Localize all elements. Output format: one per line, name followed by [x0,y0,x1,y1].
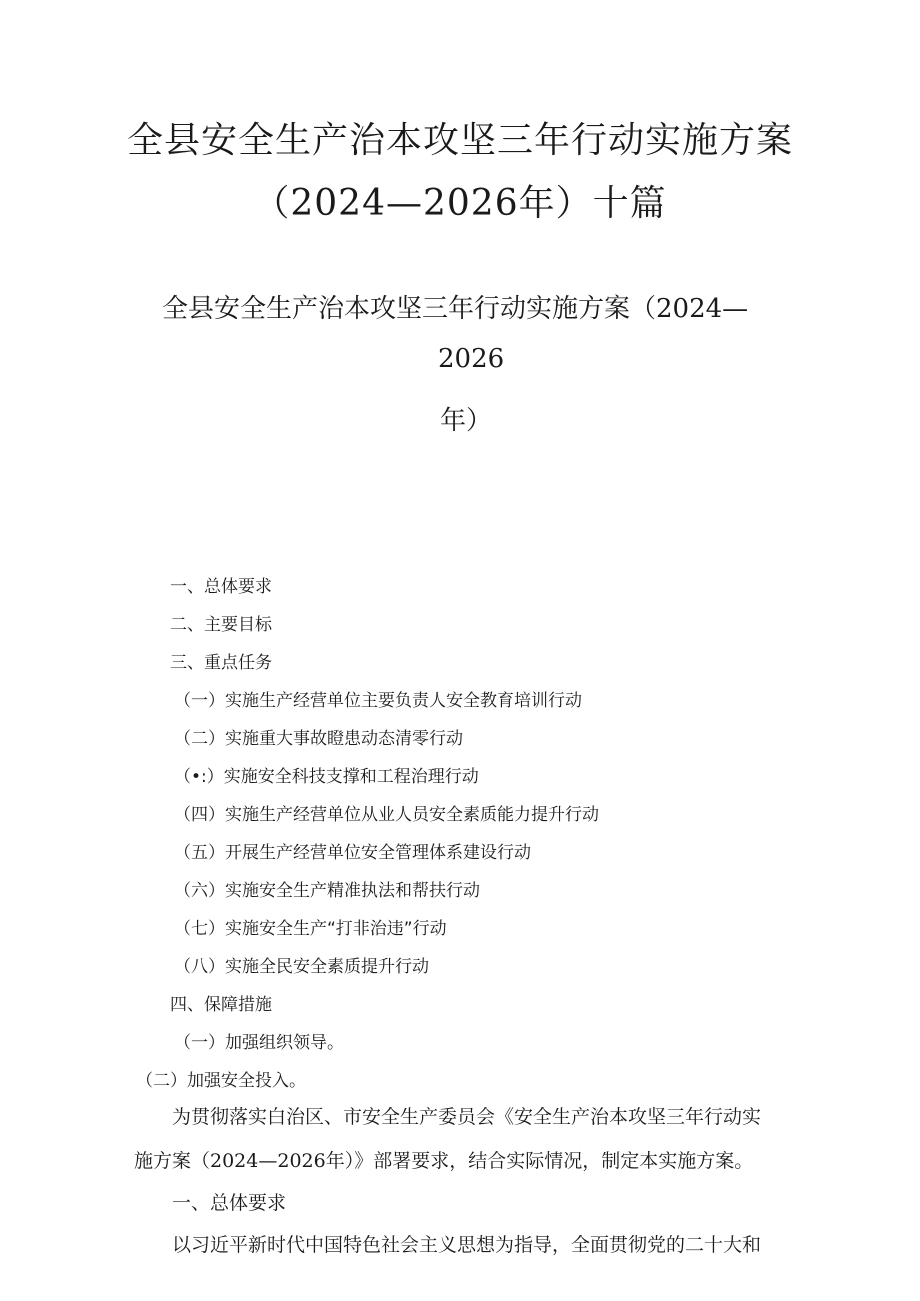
paragraph-1-line-1: 为贯彻落实白治区、市安全生产委员会《安全生产治本攻坚三年行动实 [172,1106,762,1128]
subtitle-line-3: 年） [440,406,493,436]
toc-item: 四、保障措施 [170,995,272,1015]
paragraph-1-line-2: 施方案（2024—2026年）》部署要求，结合实际情况，制定本实施方案。 [134,1150,754,1172]
toc-item: 三、重点任务 [170,653,272,673]
main-title-line-1: 全县安全生产治本攻坚三年行动实施方案 [126,120,793,161]
toc-item: （二）实施重大事故瞪患动态清零行动 [174,729,463,749]
toc-item: （五）开展生产经营单位安全管理体系建设行动 [174,843,531,863]
toc-item: （六）实施安全生产精准执法和帮扶行动 [174,881,480,901]
toc-item: 一、总体要求 [170,577,272,597]
section-heading: 一、总体要求 [172,1192,287,1214]
subtitle-line-2: 2026 [438,344,505,374]
toc-item: （四）实施生产经营单位从业人员安全素质能力提升行动 [174,805,599,825]
toc-item: （一）实施生产经营单位主要负责人安全教育培训行动 [174,691,582,711]
toc-item: （•:）实施安全科技支撑和工程治理行动 [174,767,479,787]
toc-item: 二、主要目标 [170,615,272,635]
paragraph-2-line-1: 以习近平新时代中国特色社会主义思想为指导，全面贯彻党的二十大和 [172,1234,762,1256]
toc-item: （一）加强组织领导。 [174,1033,344,1053]
toc-item: （八）实施全民安全素质提升行动 [174,957,429,977]
toc-item: （七）实施安全生产“打非治违”行动 [174,919,447,939]
toc-item: （二）加强安全投入。 [136,1071,306,1091]
subtitle-line-1: 全县安全生产治本攻坚三年行动实施方案（2024— [162,294,749,324]
main-title-line-2: （2024—2026年）十篇 [253,183,667,224]
